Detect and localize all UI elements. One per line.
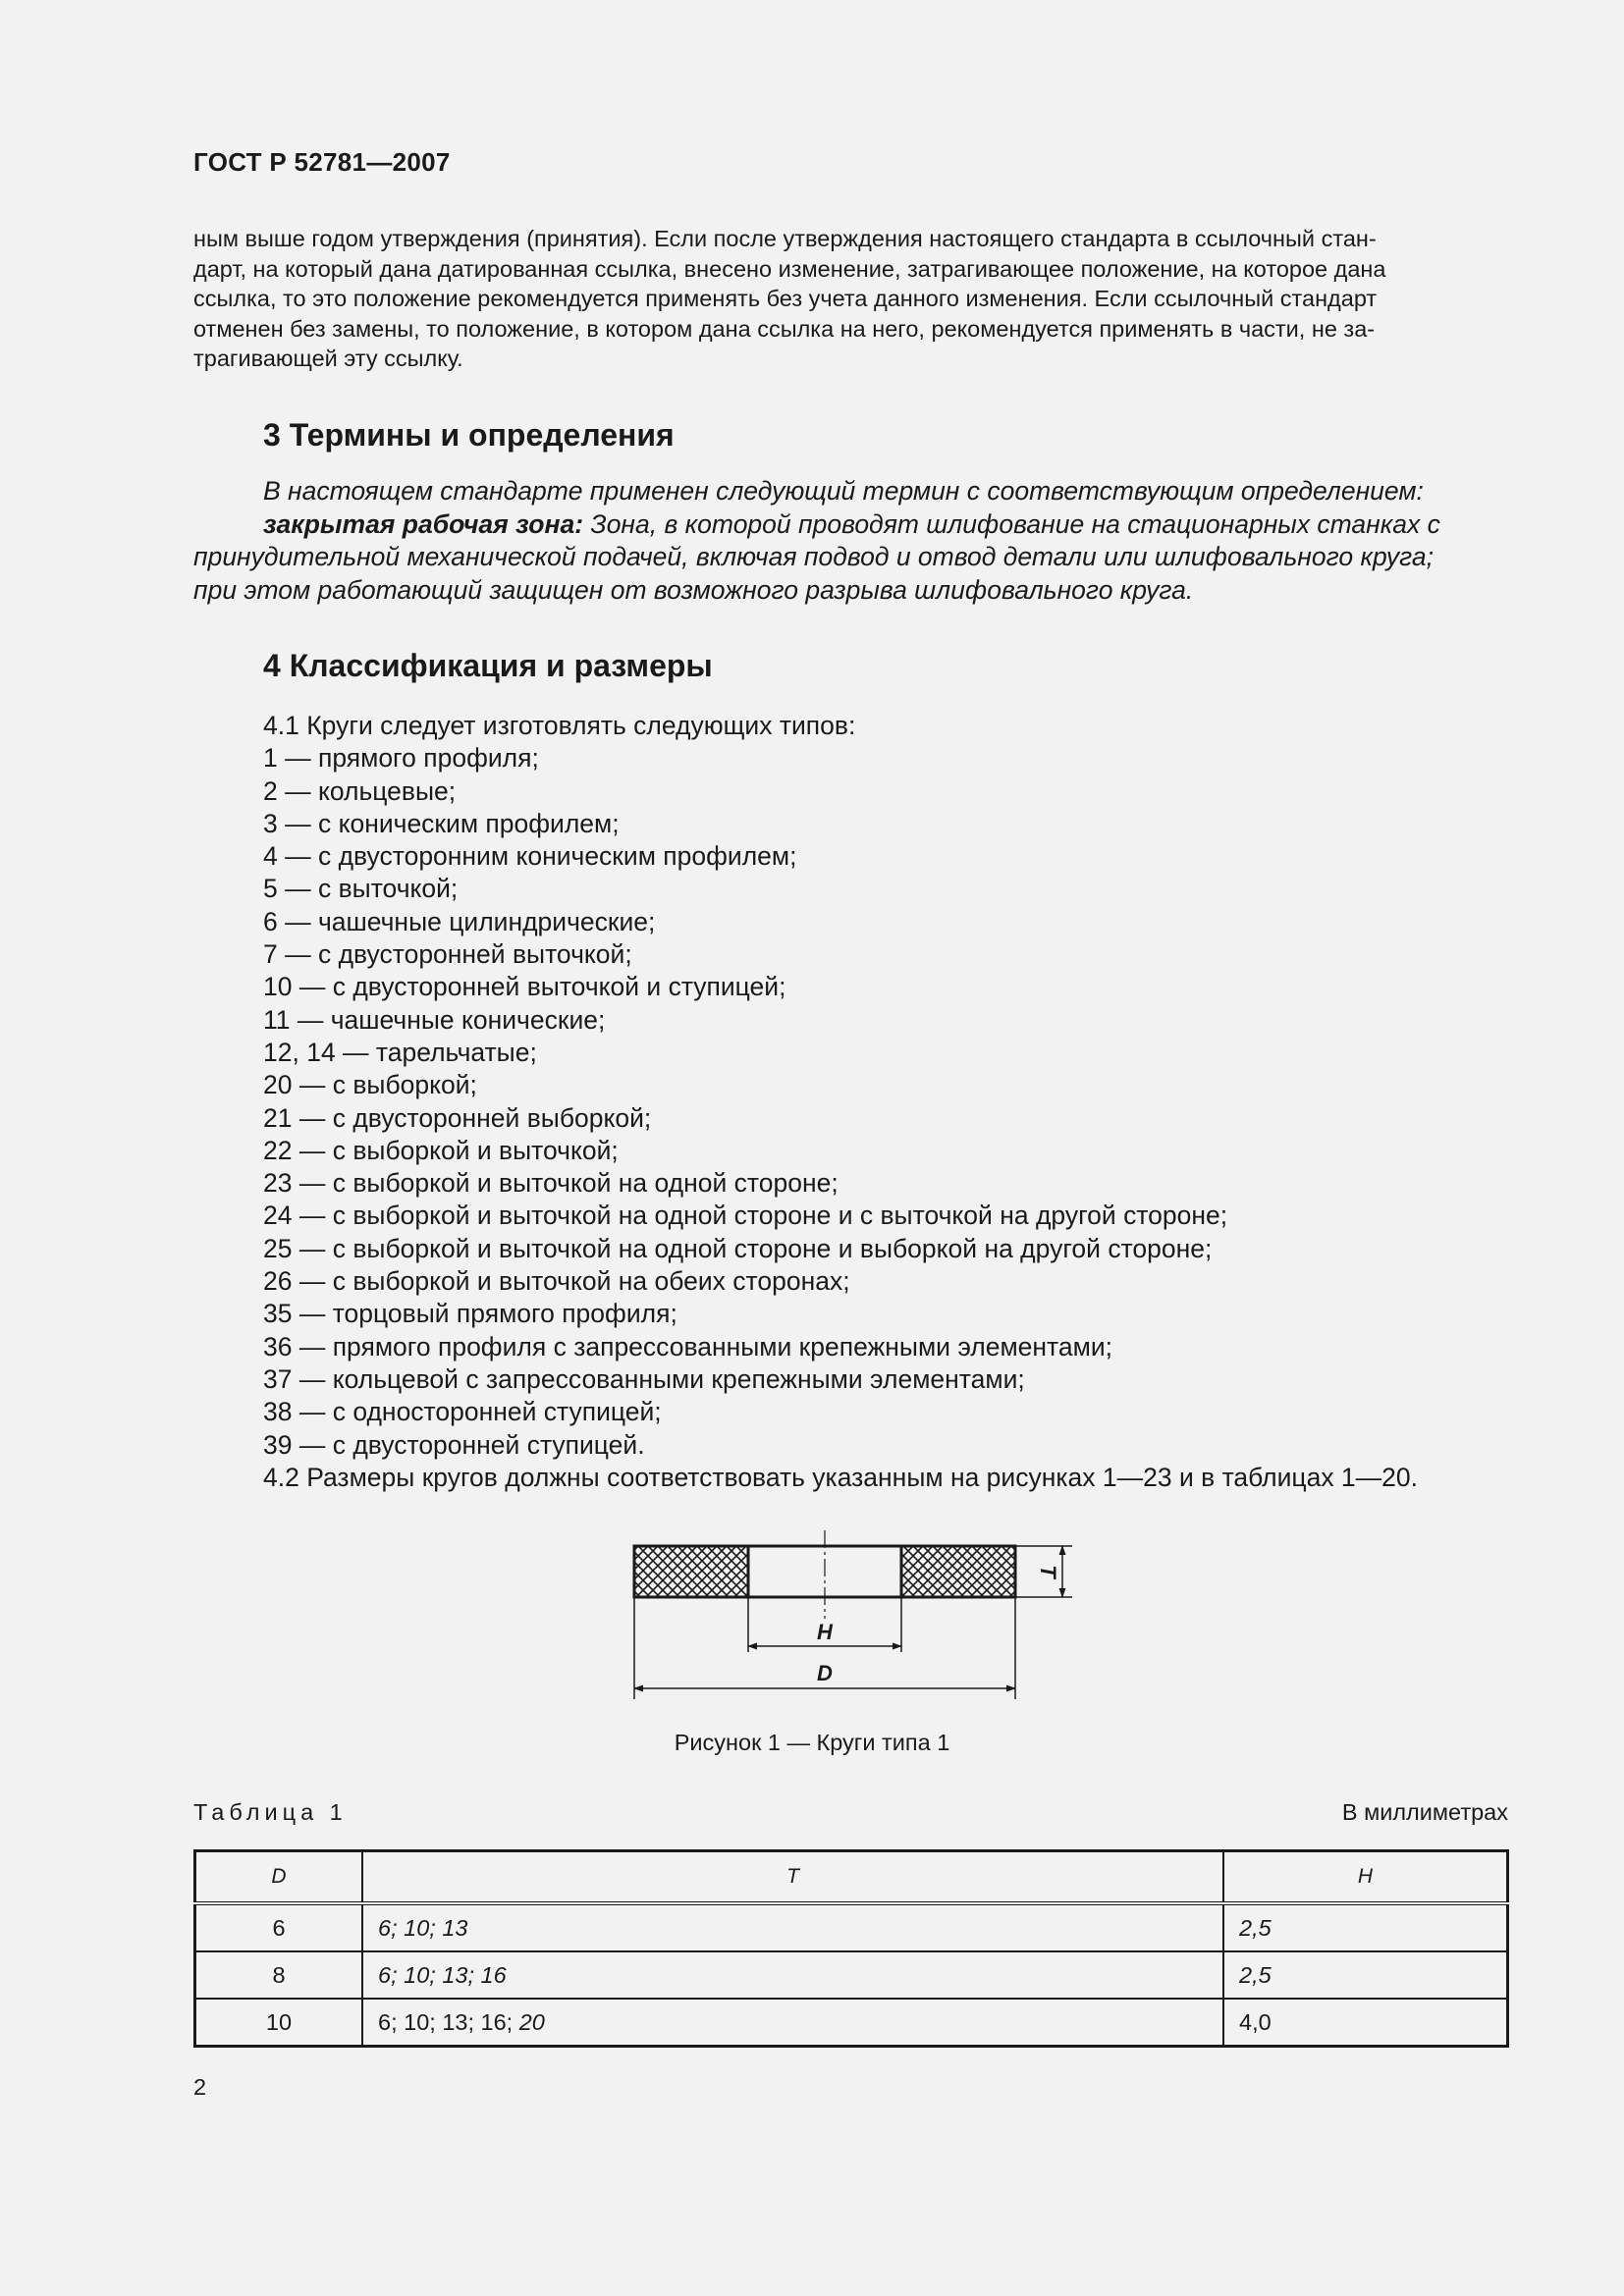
- d-dimension-label: D: [817, 1661, 833, 1685]
- term-definition-line: при этом работающий защищен от возможного разрыва шлифовального круга.: [193, 574, 1194, 605]
- list-item: 35 — торцовый прямого профиля;: [263, 1299, 677, 1329]
- cell-t-italic: 6; 10; 13; 16: [378, 1961, 507, 1988]
- list-item: 26 — с выборкой и выточкой на обеих сторонах;: [263, 1266, 850, 1297]
- wheel-section-right: [901, 1546, 1015, 1597]
- term-intro: В настоящем стандарте применен следующий термин с соответствующим определением:: [263, 476, 1424, 506]
- term-name: закрытая рабочая зона:: [263, 508, 584, 539]
- list-item: 22 — с выборкой и выточкой;: [263, 1135, 619, 1165]
- cell-t: [362, 1903, 1223, 1951]
- list-item: 21 — с двусторонней выборкой;: [263, 1102, 652, 1133]
- figure-caption: Рисунок 1 — Круги типа 1: [674, 1730, 950, 1755]
- page-number: 2: [193, 2074, 207, 2100]
- list-item: 38 — с односторонней ступицей;: [263, 1397, 662, 1427]
- column-header-h: H: [1223, 1851, 1508, 1904]
- cell-h: 2,5: [1223, 1951, 1508, 1999]
- list-item: 11 — чашечные конические;: [263, 1004, 606, 1035]
- list-item: 37 — кольцевой с запрессованными крепежными элементами;: [263, 1363, 1025, 1394]
- intro-line: дарт, на который дана датированная ссылка, внесено изменение, затрагивающее положение, на которое дана: [193, 255, 1386, 282]
- intro-line: ным выше годом утверждения (принятия). Если после утверждения настоящего стандарта в ссылочный стан-: [193, 226, 1377, 251]
- wheel-section-left: [634, 1546, 748, 1597]
- intro-line: ссылка, то это положение рекомендуется применять без учета данного изменения. Если ссылочный стандарт: [193, 286, 1378, 311]
- cell-t-italic: 20: [518, 2008, 545, 2035]
- table-label: Таблица 1: [193, 1799, 348, 1825]
- table-header-row: [195, 1851, 1508, 1904]
- table-row: [195, 1999, 1508, 2047]
- list-item: 25 — с выборкой и выточкой на одной стороне и выборкой на другой стороне;: [263, 1233, 1213, 1263]
- intro-line: отменен без замены, то положение, в котором дана ссылка на него, рекомендуется применять в части, не за-: [193, 315, 1376, 342]
- term-definition-block: [193, 475, 1507, 607]
- list-item: 4.1 Круги следует изготовлять следующих типов:: [263, 711, 856, 740]
- cell-t-regular: 6; 10; 13; 16;: [378, 2008, 519, 2035]
- t-dimension-label: T: [1036, 1565, 1061, 1578]
- wheel-types-list: [263, 710, 1418, 1494]
- list-item: 1 — прямого профиля;: [263, 743, 539, 774]
- cell-t-italic: 6; 10; 13: [378, 1914, 468, 1941]
- intro-line: трагивающей эту ссылку.: [193, 346, 463, 371]
- section-4-title: 4 Классификация и размеры: [263, 648, 713, 683]
- document-header: ГОСТ Р 52781—2007: [193, 147, 451, 177]
- term-first-line: [193, 508, 1507, 542]
- cell-d: 8: [195, 1951, 363, 1999]
- section-3-title: 3 Термины и определения: [263, 417, 675, 453]
- intro-paragraph: [193, 224, 1507, 374]
- dimensions-table: [193, 1849, 1509, 2048]
- list-item: 6 — чашечные цилиндрические;: [263, 906, 656, 936]
- cell-d: 10: [195, 1999, 363, 2047]
- list-item: 39 — с двусторонней ступицей.: [263, 1429, 645, 1460]
- table-row: [195, 1903, 1508, 1951]
- list-item: 23 — с выборкой и выточкой на одной стороне;: [263, 1168, 839, 1199]
- list-item: 10 — с двусторонней выточкой и ступицей;: [263, 972, 786, 1002]
- table-row: [195, 1951, 1508, 1999]
- cell-h: 2,5: [1223, 1903, 1508, 1951]
- list-item: 7 — с двусторонней выточкой;: [263, 939, 632, 970]
- cell-h: 4,0: [1223, 1999, 1508, 2047]
- table-units: В миллиметрах: [1341, 1799, 1508, 1825]
- list-item: 4.2 Размеры кругов должны соответствовать указанным на рисунках 1—23 и в таблицах 1—20.: [263, 1462, 1419, 1492]
- cell-t: [362, 1999, 1223, 2047]
- wheel-type-1-drawing: [628, 1526, 1080, 1703]
- cell-t: [362, 1951, 1223, 1999]
- list-item: 2 — кольцевые;: [263, 775, 457, 806]
- column-header-t: T: [362, 1851, 1223, 1904]
- list-item: 12, 14 — тарельчатые;: [263, 1037, 537, 1067]
- list-item: 5 — с выточкой;: [263, 874, 459, 904]
- list-item: 36 — прямого профиля с запрессованными крепежными элементами;: [263, 1331, 1113, 1362]
- list-item: 20 — с выборкой;: [263, 1070, 477, 1100]
- list-item: 3 — с коническим профилем;: [263, 808, 620, 838]
- h-dimension-label: H: [817, 1620, 833, 1644]
- term-definition-start: Зона, в которой проводят шлифование на стационарных станках с: [583, 508, 1440, 539]
- list-item: 24 — с выборкой и выточкой на одной стороне и с выточкой на другой стороне;: [263, 1201, 1228, 1231]
- term-definition-line: принудительной механической подачей, включая подвод и отвод детали или шлифовального круга;: [193, 542, 1434, 571]
- cell-d: 6: [195, 1903, 363, 1951]
- list-item: 4 — с двусторонним коническим профилем;: [263, 841, 797, 872]
- column-header-d: D: [195, 1851, 363, 1904]
